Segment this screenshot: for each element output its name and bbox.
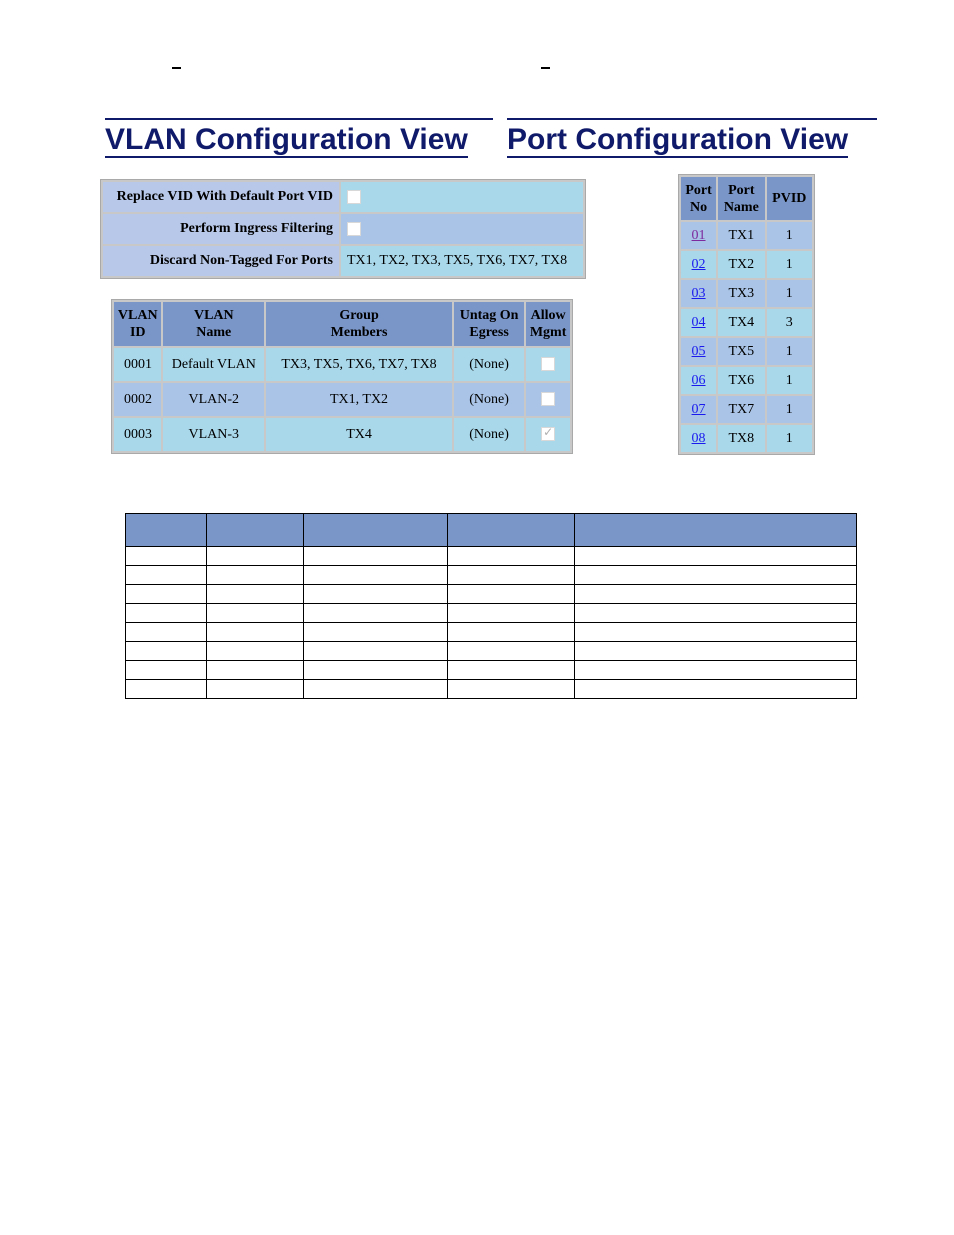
vlan-untag-cell: (None) bbox=[454, 383, 524, 416]
blank-cell bbox=[126, 604, 207, 623]
vlan-header-text: VLAN bbox=[193, 308, 234, 323]
vlan-members-cell: TX4 bbox=[266, 418, 452, 451]
blank-cell bbox=[304, 661, 448, 680]
vlan-name-cell: VLAN-3 bbox=[163, 418, 264, 451]
blank-row bbox=[126, 566, 857, 585]
vlan-header-text: VLAN bbox=[117, 308, 158, 323]
blank-cell bbox=[575, 547, 857, 566]
vlan-options-table bbox=[100, 179, 586, 279]
port-link[interactable]: 02 bbox=[691, 256, 706, 272]
blank-cell bbox=[448, 623, 575, 642]
port-pvid-cell: 3 bbox=[767, 309, 812, 336]
port-header-text: PVID bbox=[772, 191, 807, 206]
blank-cell bbox=[207, 566, 304, 585]
blank-cell bbox=[207, 623, 304, 642]
port-no-cell bbox=[681, 338, 716, 365]
port-no-cell bbox=[681, 251, 716, 278]
vlan-header-text: Allow bbox=[530, 308, 566, 323]
vlan-table bbox=[111, 299, 573, 454]
blank-cell bbox=[575, 623, 857, 642]
port-link[interactable]: 03 bbox=[691, 285, 706, 301]
blank-row bbox=[126, 585, 857, 604]
blank-row bbox=[126, 623, 857, 642]
port-name-cell: TX8 bbox=[718, 425, 764, 452]
port-link[interactable]: 05 bbox=[691, 343, 706, 359]
blank-cell bbox=[207, 642, 304, 661]
port-row bbox=[681, 338, 812, 365]
vlan-name-cell: Default VLAN bbox=[163, 348, 264, 381]
blank-row bbox=[126, 661, 857, 680]
vlan-id-cell: 0001 bbox=[114, 348, 161, 381]
blank-cell bbox=[304, 585, 448, 604]
port-no-cell bbox=[681, 280, 716, 307]
blank-cell bbox=[304, 566, 448, 585]
blank-cell bbox=[207, 547, 304, 566]
port-header-text: Port bbox=[685, 182, 712, 198]
port-row bbox=[681, 367, 812, 394]
port-name-cell: TX6 bbox=[718, 367, 764, 394]
blank-cell bbox=[575, 642, 857, 661]
vlan-configuration-view-heading: VLAN Configuration View bbox=[105, 118, 493, 162]
option-label: Perform Ingress Filtering bbox=[103, 214, 339, 244]
vlan-header-cell bbox=[114, 302, 161, 346]
blank-cell bbox=[575, 566, 857, 585]
blank-cell bbox=[126, 547, 207, 566]
port-header-cell bbox=[681, 177, 716, 220]
option-row bbox=[103, 182, 583, 212]
port-row bbox=[681, 222, 812, 249]
vlan-untag-cell: (None) bbox=[454, 348, 524, 381]
port-pvid-cell: 1 bbox=[767, 251, 812, 278]
blank-cell bbox=[207, 661, 304, 680]
option-label: Replace VID With Default Port VID bbox=[103, 182, 339, 212]
blank-cell bbox=[448, 642, 575, 661]
port-link[interactable]: 04 bbox=[691, 314, 706, 330]
vlan-untag-cell: (None) bbox=[454, 418, 524, 451]
port-table bbox=[678, 174, 815, 455]
port-row bbox=[681, 251, 812, 278]
port-pvid-cell: 1 bbox=[767, 280, 812, 307]
port-configuration-view-heading: Port Configuration View bbox=[507, 118, 877, 162]
port-name-cell: TX3 bbox=[718, 280, 764, 307]
port-link[interactable]: 01 bbox=[691, 227, 706, 243]
blank-cell bbox=[304, 604, 448, 623]
port-no-cell bbox=[681, 222, 716, 249]
port-pvid-cell: 1 bbox=[767, 425, 812, 452]
port-no-cell bbox=[681, 425, 716, 452]
blank-cell bbox=[126, 642, 207, 661]
vlan-allow-mgmt-cell bbox=[526, 383, 570, 416]
vlan-header-cell bbox=[163, 302, 264, 346]
vlan-row bbox=[114, 348, 570, 381]
blank-cell bbox=[575, 604, 857, 623]
blank-cell bbox=[126, 566, 207, 585]
blank-header-cell bbox=[207, 514, 304, 547]
allow-mgmt-checkbox[interactable] bbox=[541, 427, 555, 441]
blank-row bbox=[126, 680, 857, 699]
port-no-cell bbox=[681, 396, 716, 423]
option-row bbox=[103, 246, 583, 276]
port-row bbox=[681, 280, 812, 307]
blank-cell bbox=[304, 547, 448, 566]
vlan-header-text: ID bbox=[129, 325, 146, 340]
port-row bbox=[681, 309, 812, 336]
port-link[interactable]: 06 bbox=[691, 372, 706, 388]
blank-cell bbox=[575, 585, 857, 604]
blank-cell bbox=[207, 585, 304, 604]
port-header-text: Port bbox=[728, 182, 755, 198]
port-name-cell: TX2 bbox=[718, 251, 764, 278]
vlan-members-cell: TX1, TX2 bbox=[266, 383, 452, 416]
blank-cell bbox=[448, 547, 575, 566]
port-link[interactable]: 07 bbox=[691, 401, 706, 417]
vlan-id-cell: 0003 bbox=[114, 418, 161, 451]
allow-mgmt-checkbox[interactable] bbox=[541, 392, 555, 406]
blank-cell bbox=[448, 661, 575, 680]
port-name-cell: TX7 bbox=[718, 396, 764, 423]
blank-table bbox=[125, 513, 857, 699]
port-name-cell: TX5 bbox=[718, 338, 764, 365]
dash-mark-right bbox=[541, 67, 550, 69]
blank-row bbox=[126, 604, 857, 623]
vlan-allow-mgmt-cell bbox=[526, 348, 570, 381]
port-pvid-cell: 1 bbox=[767, 396, 812, 423]
blank-cell bbox=[126, 661, 207, 680]
vlan-header-cell bbox=[266, 302, 452, 346]
vlan-header-text: Group bbox=[339, 308, 379, 323]
blank-header-cell bbox=[575, 514, 857, 547]
vlan-id-cell: 0002 bbox=[114, 383, 161, 416]
vlan-row bbox=[114, 383, 570, 416]
option-value: TX1, TX2, TX3, TX5, TX6, TX7, TX8 bbox=[341, 246, 583, 276]
vlan-header-cell bbox=[526, 302, 570, 346]
port-pvid-cell: 1 bbox=[767, 222, 812, 249]
vlan-allow-mgmt-cell bbox=[526, 418, 570, 451]
blank-row bbox=[126, 642, 857, 661]
option-label: Discard Non-Tagged For Ports bbox=[103, 246, 339, 276]
blank-header-cell bbox=[304, 514, 448, 547]
blank-cell bbox=[304, 642, 448, 661]
blank-cell bbox=[575, 680, 857, 699]
vlan-row bbox=[114, 418, 570, 451]
vlan-header-text: Members bbox=[330, 325, 388, 340]
option-value[interactable] bbox=[341, 214, 583, 244]
vlan-header-text: Untag On bbox=[459, 308, 519, 323]
option-checkbox[interactable] bbox=[347, 190, 361, 204]
dash-mark-left bbox=[172, 67, 181, 69]
port-header-cell bbox=[718, 177, 764, 220]
blank-cell bbox=[448, 585, 575, 604]
blank-header-cell bbox=[126, 514, 207, 547]
port-name-cell: TX4 bbox=[718, 309, 764, 336]
vlan-header-cell bbox=[454, 302, 524, 346]
option-checkbox[interactable] bbox=[347, 222, 361, 236]
blank-cell bbox=[304, 680, 448, 699]
port-no-cell bbox=[681, 367, 716, 394]
blank-cell bbox=[448, 566, 575, 585]
vlan-name-cell: VLAN-2 bbox=[163, 383, 264, 416]
blank-cell bbox=[448, 680, 575, 699]
blank-cell bbox=[126, 585, 207, 604]
port-pvid-cell: 1 bbox=[767, 367, 812, 394]
blank-cell bbox=[207, 604, 304, 623]
port-header-cell bbox=[767, 177, 812, 220]
blank-cell bbox=[126, 623, 207, 642]
vlan-members-cell: TX3, TX5, TX6, TX7, TX8 bbox=[266, 348, 452, 381]
port-no-cell bbox=[681, 309, 716, 336]
blank-cell bbox=[304, 623, 448, 642]
port-name-cell: TX1 bbox=[718, 222, 764, 249]
port-link[interactable]: 08 bbox=[691, 430, 706, 446]
option-value[interactable] bbox=[341, 182, 583, 212]
port-row bbox=[681, 425, 812, 452]
blank-header-cell bbox=[448, 514, 575, 547]
vlan-header-text: Mgmt bbox=[529, 325, 567, 340]
vlan-header-text: Egress bbox=[469, 325, 509, 340]
allow-mgmt-checkbox[interactable] bbox=[541, 357, 555, 371]
blank-cell bbox=[126, 680, 207, 699]
port-header-text: Name bbox=[723, 199, 759, 215]
blank-row bbox=[126, 547, 857, 566]
blank-cell bbox=[448, 604, 575, 623]
vlan-header-text: Name bbox=[196, 325, 232, 340]
port-pvid-cell: 1 bbox=[767, 338, 812, 365]
option-row bbox=[103, 214, 583, 244]
port-header-text: No bbox=[689, 199, 708, 215]
blank-cell bbox=[207, 680, 304, 699]
port-row bbox=[681, 396, 812, 423]
blank-cell bbox=[575, 661, 857, 680]
